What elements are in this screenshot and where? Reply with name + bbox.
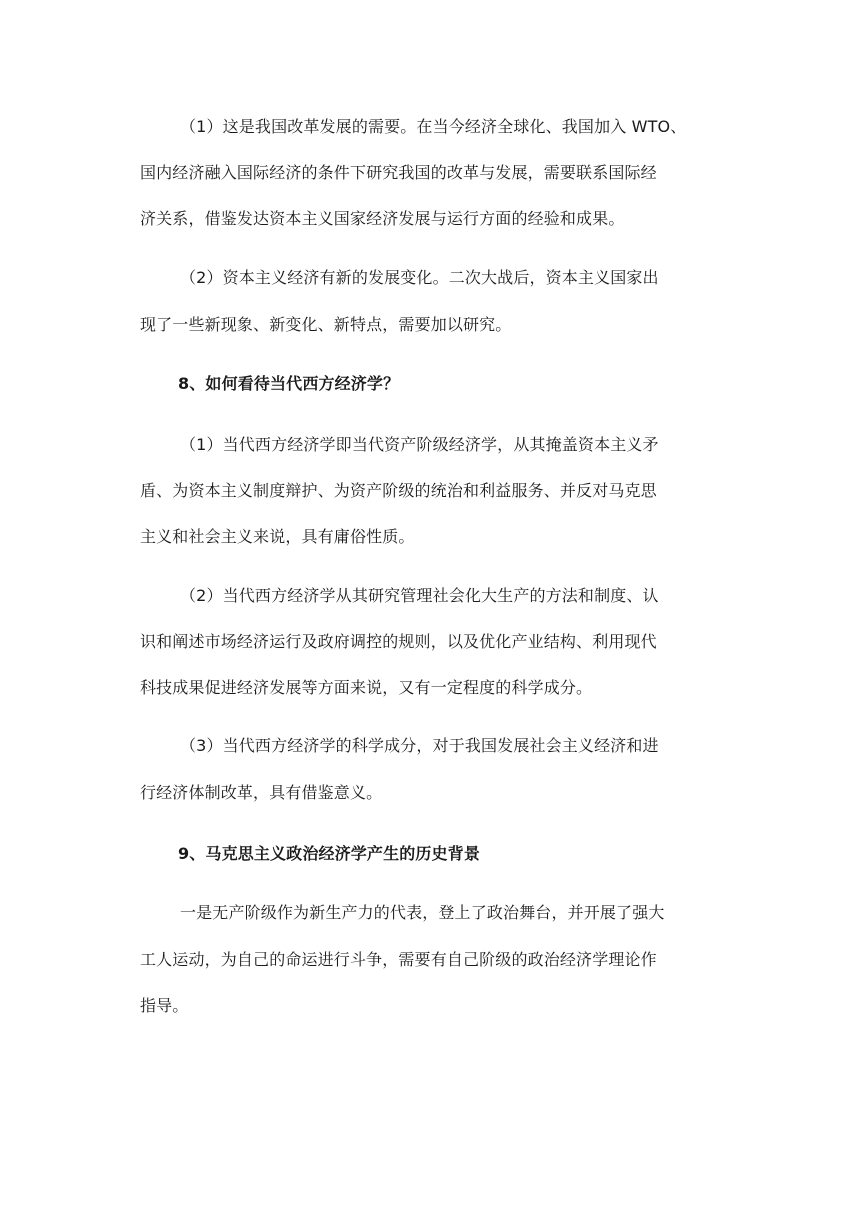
heading-text: 8、如何看待当代西方经济学？ <box>178 374 400 393</box>
heading-text: 9、马克思主义政治经济学产生的历史背景 <box>178 844 480 863</box>
paragraph-line: （2）资本主义经济有新的发展变化。二次大战后，资本主义国家出 <box>180 268 659 287</box>
paragraph-line: （1）当代西方经济学即当代资产阶级经济学，从其掩盖资本主义矛 <box>180 435 659 454</box>
paragraph-line: （1）这是我国改革发展的需要。在当今经济全球化、我国加入 WTO、 <box>180 117 687 136</box>
paragraph-line: 科技成果促进经济发展等方面来说，又有一定程度的科学成分。 <box>140 678 593 697</box>
paragraph-line: 行经济体制改革，具有借鉴意义。 <box>140 783 383 802</box>
paragraph-line: （3）当代西方经济学的科学成分，对于我国发展社会主义经济和进 <box>180 736 659 755</box>
paragraph-line: 工人运动，为自己的命运进行斗争，需要有自己阶级的政治经济学理论作 <box>140 950 657 969</box>
paragraph-line: 一是无产阶级作为新生产力的代表，登上了政治舞台，并开展了强大 <box>180 903 665 922</box>
paragraph-line: 济关系，借鉴发达资本主义国家经济发展与运行方面的经验和成果。 <box>140 209 625 228</box>
paragraph-line: （2）当代西方经济学从其研究管理社会化大生产的方法和制度、认 <box>180 586 659 605</box>
paragraph-line: 盾、为资本主义制度辩护、为资产阶级的统治和利益服务、并反对马克思 <box>140 481 657 500</box>
paragraph-line: 现了一些新现象、新变化、新特点，需要加以研究。 <box>140 315 512 334</box>
paragraph-line: 主义和社会主义来说，具有庸俗性质。 <box>140 527 415 546</box>
paragraph-line: 国内经济融入国际经济的条件下研究我国的改革与发展，需要联系国际经 <box>140 163 657 182</box>
paragraph-line: 识和阐述市场经济运行及政府调控的规则，以及优化产业结构、利用现代 <box>140 632 657 651</box>
paragraph-line: 指导。 <box>140 996 189 1015</box>
